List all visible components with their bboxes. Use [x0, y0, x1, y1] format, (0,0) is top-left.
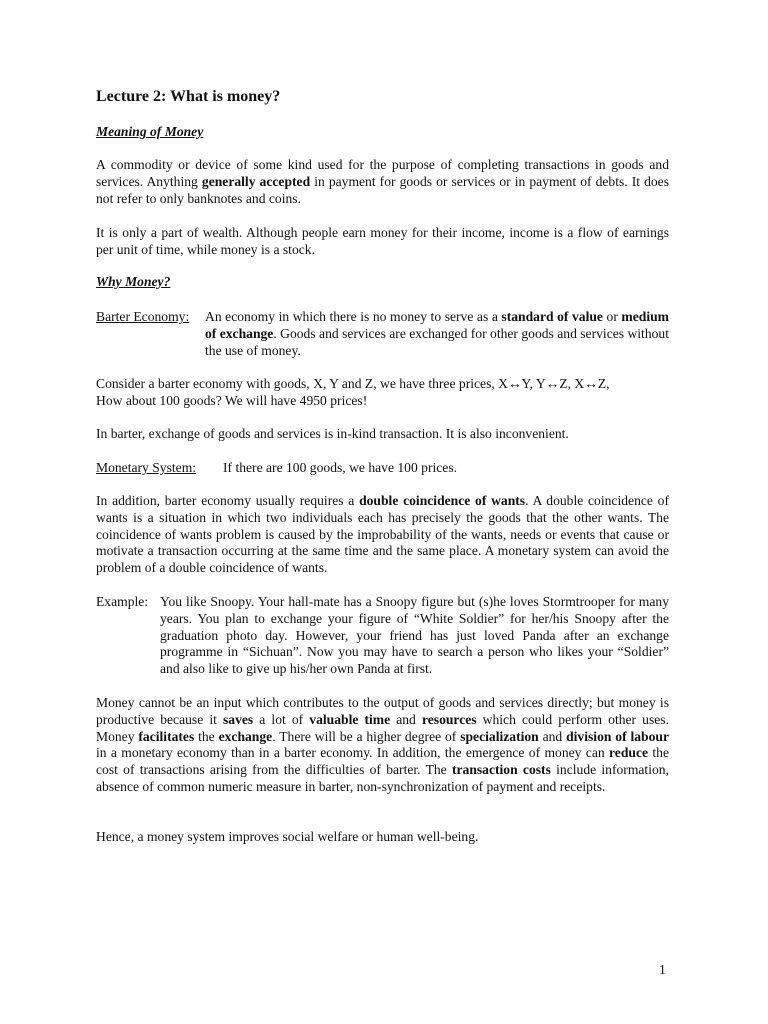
text-run: the cost of transactions arising from the difficulties of barter. The — [96, 745, 669, 778]
text-run: a lot of — [253, 711, 310, 727]
bold-term: specialization — [460, 728, 539, 744]
bold-term: reduce — [609, 745, 649, 761]
double-coincidence-paragraph — [96, 493, 669, 577]
bold-term: standard of value — [501, 309, 603, 324]
meaning-paragraph-1 — [96, 157, 669, 207]
text-run: A commodity or device of some kind used for the purpose of completing transactions in goods and services. Anything — [96, 157, 669, 189]
bold-term: division of labour — [566, 728, 669, 744]
bold-term: resources — [421, 711, 477, 727]
page-number: 1 — [659, 962, 666, 977]
meaning-heading: Meaning of Money — [96, 124, 204, 139]
bold-term: exchange — [218, 728, 273, 744]
bold-term: transaction costs — [451, 762, 551, 778]
example-block — [96, 594, 669, 678]
bold-term: facilitates — [138, 728, 195, 744]
definition-body: If there are 100 goods, we have 100 prices. — [223, 460, 458, 475]
text-run: . A double coincidence of wants is a situation in which two individuals each has precisely the goods that the other wants. The coincidence of wants problem is caused by the improbability of the wants, needs or events that cause or motivate a transaction occurring at the same time and the same place. A monetary system can avoid the problem of a double coincidence of wants. — [96, 493, 669, 576]
text-run: In addition, barter economy usually requires a — [96, 493, 360, 508]
example-body: You like Snoopy. Your hall-mate has a Snoopy figure but (s)he loves Stormtrooper for many years. You plan to exchange your figure of “White Soldier” for her/his Snoopy after the graduation photo day. However, your friend has just loved Panda after an exchange programme in “Sichuan”. Now you may have to search a person who likes your “Soldier” and also like to give up his/her own Panda at first. — [160, 594, 669, 677]
why-money-heading: Why Money? — [96, 274, 171, 289]
definition-term: Monetary System: — [96, 460, 197, 475]
text-run: in a monetary economy than in a barter economy. In addition, the emergence of money can — [96, 745, 610, 761]
example-label: Example: — [96, 594, 149, 609]
barter-economy-definition — [96, 309, 669, 359]
text-run: An economy in which there is no money to serve as a — [205, 309, 502, 324]
bold-term: medium of exchange — [205, 309, 669, 341]
text-run: include information, absence of common numeric measure in barter, non-synchronization of payment and receipts. — [96, 762, 669, 794]
in-kind-paragraph: In barter, exchange of goods and services is in-kind transaction. It is also inconvenient. — [96, 426, 569, 441]
text-line: How about 100 goods? We will have 4950 prices! — [96, 392, 368, 408]
text-run: or — [602, 309, 622, 324]
lecture-title: Lecture 2: What is money? — [96, 88, 281, 105]
meaning-paragraph-2: It is only a part of wealth. Although people earn money for their income, income is a flow of earnings per unit of time, while money is a stock. — [96, 225, 669, 257]
text-run: . There will be a higher degree of — [272, 728, 461, 744]
conclusion-paragraph: Hence, a money system improves social welfare or human well-being. — [96, 829, 479, 844]
definition-body — [205, 309, 669, 359]
text-run: Money cannot be an input which contributes to the output of goods and services directly; but money is productive because it — [96, 695, 669, 727]
text-run: which could perform other uses. Money — [96, 711, 669, 744]
text-run: in payment for goods or services or in payment of debts. It does not refer to only banknotes and coins. — [96, 173, 669, 206]
bold-term: double coincidence of wants — [359, 493, 526, 508]
text-run: and — [390, 711, 422, 727]
monetary-system-definition — [96, 460, 669, 477]
text-run: . Goods and services are exchanged for other goods and services without the use of money. — [205, 325, 669, 358]
bold-term: saves — [222, 711, 254, 727]
text-run: the — [194, 728, 219, 744]
bold-term: valuable time — [309, 711, 391, 727]
barter-prices-paragraph — [96, 376, 669, 410]
text-line: Consider a barter economy with goods, X, Y and Z, we have three prices, X↔Y, Y↔Z, X↔Z, — [96, 376, 610, 391]
text-run: and — [538, 728, 567, 744]
productive-money-paragraph — [96, 695, 669, 796]
definition-term: Barter Economy: — [96, 309, 190, 324]
bold-term: generally accepted — [201, 173, 311, 189]
